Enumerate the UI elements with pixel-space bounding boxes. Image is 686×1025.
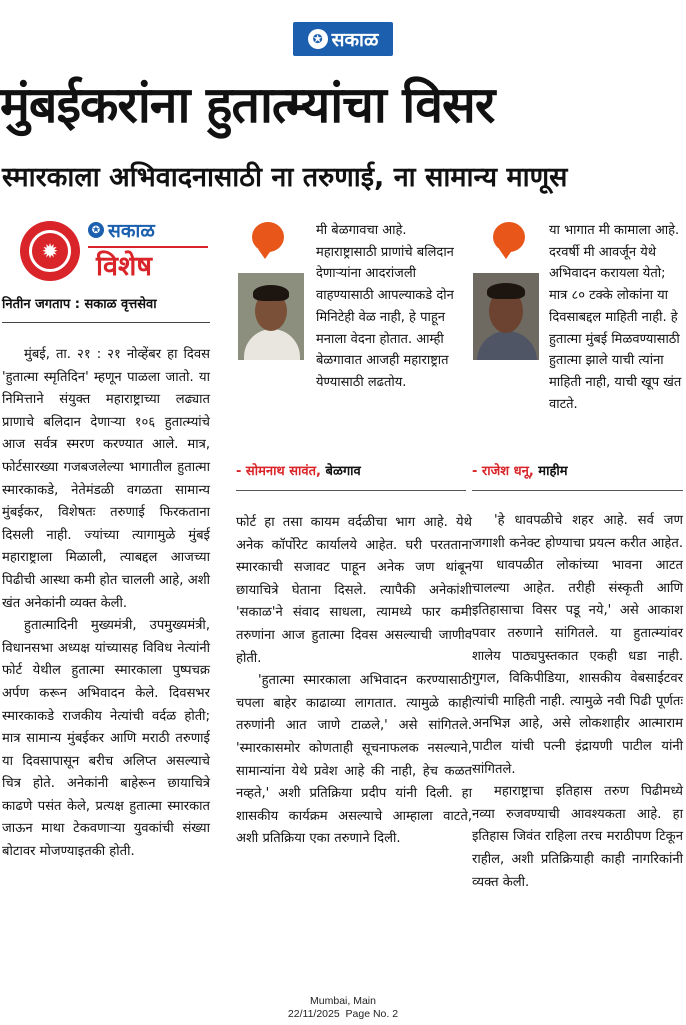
quote-rule-2 xyxy=(472,490,683,491)
photo-somnath-sawant xyxy=(238,273,304,360)
byline-rule xyxy=(2,322,210,323)
quote-text-1-body: मी बेळगावचा आहे. महाराष्ट्रासाठी प्राणांचे बलिदान देणाऱ्यांना आदरांजली वाहण्यासाठी आपल्याकडे दोन मिनिटेही वेळ नाही, हे पाहून मनाला वेदना होतात. आम्ही बेळगावात आजही महाराष्ट्रात येण्यासाठी लढतोय. xyxy=(316,223,454,390)
seal-emblem-icon xyxy=(20,221,80,281)
quote-author-2-place: माहीम xyxy=(533,464,568,479)
masthead-logo xyxy=(293,22,393,56)
byline: नितीन जगताप : सकाळ वृत्तसेवा xyxy=(2,297,157,312)
footer-edition: Mumbai, Main xyxy=(310,995,376,1007)
seal-star-icon: ✹ xyxy=(29,230,71,272)
special-brand-text: सकाळ xyxy=(108,220,155,242)
brand-emblem-icon: ✪ xyxy=(88,222,104,238)
paragraph: 'हुतात्मा स्मारकाला अभिवादन करण्यासाठी चपला बाहेर काढाव्या लागतात. त्यामुळे काही तरुणांनी आत जाणे टाळले,' असे सांगितले. 'स्मारकासमोर कोणताही सूचनाफलक नसल्याने, सामान्यांना येथे प्रवेश आहे की नाही, हेच कळत नव्हते,' अशी प्रतिक्रिया प्रदीप यांनी दिली. हा शासकीय कार्यक्रम असल्याचे आम्हाला वाटते, अशी प्रतिक्रिया एका तरुणाने दिली. xyxy=(236,673,472,847)
quote-author-1-name: - सोमनाथ सावंत, xyxy=(236,464,321,479)
quote-bubble-icon xyxy=(252,222,284,252)
quote-author-2 xyxy=(472,462,568,482)
article-column-3 xyxy=(472,510,683,894)
paragraph: फोर्ट हा तसा कायम वर्दळीचा भाग आहे. येथे अनेक कॉर्पोरेट कार्यालये आहेत. घरी परतताना स्मारकाची सजावट पाहून अनेक जण थांबून छायाचित्रे घेताना दिसले. त्यापैकी अनेकांशी 'सकाळ'ने संवाद साधला, त्यामध्ये फार कमी तरुणांना आज हुतात्मा दिवस असल्याची जाणीव होती. xyxy=(236,515,472,666)
special-label: विशेष xyxy=(96,251,152,282)
paragraph: 'हे धावपळीचे शहर आहे. सर्व जण जगाशी कनेक्ट होण्याचा प्रयत्न करीत आहेत. या धावपळीत लोकांच्या भावना आटत चालल्या आहेत. तरीही संस्कृती आणि इतिहासाचा विसर पडू नये,' असे आकाश पवार तरुणाने सांगितले. या हुतात्म्यांवर शालेय पाठ्यपुस्तकात एकही धडा नाही. गुगल, विकिपीडिया, शासकीय वेबसाईटवर त्यांची माहिती नाही. त्यामुळे नवी पिढी पूर्णतः अनभिज्ञ आहे, असे लोकशाहीर आत्माराम पाटील यांची पत्नी इंद्रायणी पाटील यांनी सांगितले. xyxy=(472,513,683,777)
page-footer xyxy=(243,995,443,1021)
special-brand xyxy=(88,215,198,245)
quote-author-1 xyxy=(236,462,361,482)
quote-text-2-body: या भागात मी कामाला आहे. दरवर्षी मी आवर्जून येथे अभिवादन करायला येतो; मात्र ८० टक्के लोकांना या दिवसाबद्दल माहिती नाही. हे हुतात्मा मुंबई मिळवण्यासाठी हुतात्मा झाले याची त्यांना माहिती नाही, याची खूप खंत वाटते. xyxy=(549,223,682,412)
photo-rajesh-dhanu xyxy=(473,273,539,360)
article-column-1 xyxy=(2,344,210,864)
quote-author-1-place: बेळगाव xyxy=(321,464,361,479)
paragraph: महाराष्ट्राचा इतिहास तरुण पिढीमध्ये नव्या रुजवण्याची आवश्यकता आहे. हा इतिहास जिवंत राहिला तरच मराठीपण टिकून राहील, अशी प्रतिक्रियाही काही नागरिकांनी व्यक्त केली. xyxy=(472,784,683,890)
quote-author-2-name: - राजेश धनू, xyxy=(472,464,534,479)
quote-text-1 xyxy=(316,220,466,394)
logo-emblem-icon: ✪ xyxy=(308,29,328,49)
quote-text-2-top xyxy=(549,220,685,415)
footer-date-page: 22/11/2025 Page No. 2 xyxy=(287,1008,399,1020)
special-divider xyxy=(88,246,208,248)
quote-rule-1 xyxy=(236,490,466,491)
article-column-2 xyxy=(236,512,472,851)
headline: मुंबईकरांना हुतात्म्यांचा विसर xyxy=(0,76,495,134)
subheadline: स्मारकाला अभिवादनासाठी ना तरुणाई, ना सामान्य माणूस xyxy=(2,162,568,193)
quote-bubble-icon xyxy=(493,222,525,252)
paragraph: मुंबई, ता. २१ : २१ नोव्हेंबर हा दिवस 'हुतात्मा स्मृतिदिन' म्हणून पाळला जातो. या निमित्ताने संयुक्त महाराष्ट्राच्या लढ्यात प्राणाचे बलिदान देणाऱ्या १०६ हुतात्म्यांचे आज सर्वत्र स्मरण करण्यात आले. मात्र, फोर्टसारख्या गजबजलेल्या भागातील हुतात्मा स्मारकाकडे, नेतेमंडळी वगळता सामान्य मुंबईकर, विशेषतः तरुणाई फिरकताना दिसली नाही. ज्यांच्या त्यागामुळे मुंबई महाराष्ट्राला मिळाली, त्याबद्दल आजच्या पिढीची आस्था कमी होत चालली आहे, अशी खंत अनेकांनी व्यक्त केली. xyxy=(2,347,210,611)
masthead-brand: सकाळ xyxy=(331,29,379,51)
paragraph: हुतात्मादिनी मुख्यमंत्री, उपमुख्यमंत्री, विधानसभा अध्यक्ष यांच्यासह विविध नेत्यांनी फोर्ट येथील हुतात्मा स्मारकाला पुष्पचक्र अर्पण करून अभिवादन केले. दिवसभर स्मारकाकडे राजकीय नेत्यांची वर्दळ होती; मात्र सामान्य मुंबईकर आणि मराठी तरुणाई या दिवसापासून बरीच अलिप्त असल्याचे चित्र होते. अनेकांनी बाहेरून छायाचित्रे काढणे पसंत केले, प्रत्यक्ष हुतात्मा स्मारकात जाऊन माथा टेकवणाऱ्या युवकांची संख्या बोटावर मोजण्याइतकी होती. xyxy=(2,618,210,860)
